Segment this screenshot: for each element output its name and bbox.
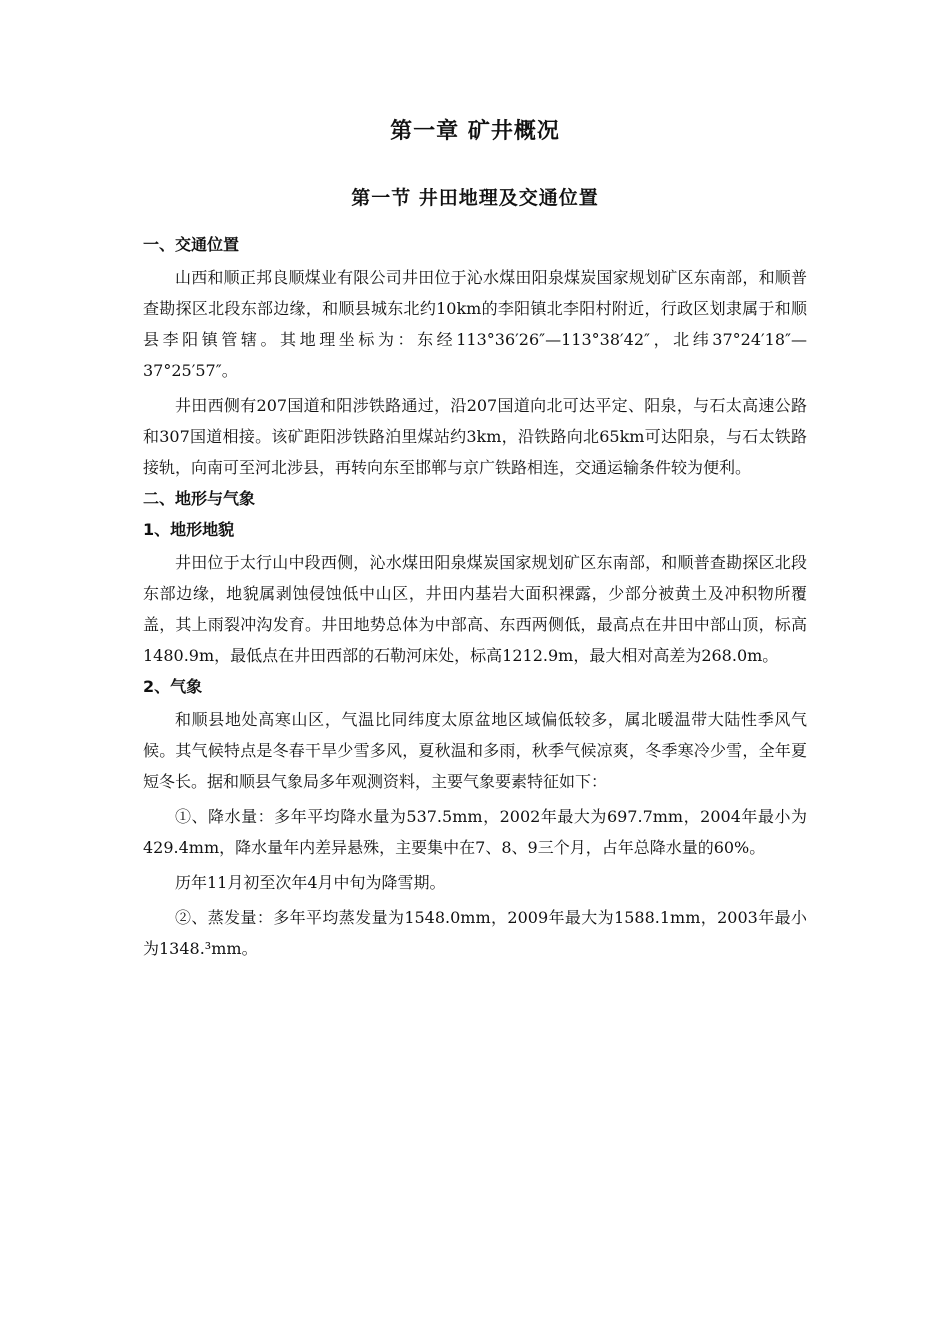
paragraph-precipitation: ①、降水量：多年平均降水量为537.5mm，2002年最大为697.7mm，2004年最小为429.4mm，降水量年内差异悬殊，主要集中在7、8、9三个月，占年总降水量的60%。 (143, 807, 807, 857)
heading-terrain-climate: 二、地形与气象 (143, 489, 256, 508)
paragraph-climate: 和顺县地处高寒山区，气温比同纬度太原盆地区域偏低较多，属北暖温带大陆性季风气候。其气候特点是冬春干旱少雪多风，夏秋温和多雨，秋季气候凉爽，冬季寒冷少雪，全年夏短冬长。据和顺县气象局多年观测资料，主要气象要素特征如下： (143, 710, 807, 791)
paragraph-terrain: 井田位于太行山中段西侧，沁水煤田阳泉煤炭国家规划矿区东南部，和顺普查勘探区北段东部边缘，地貌属剥蚀侵蚀低中山区，井田内基岩大面积裸露，少部分被黄土及冲积物所覆盖，其上雨裂冲沟发育。井田地势总体为中部高、东西两侧低，最高点在井田中部山顶，标高1480.9m，最低点在井田西部的石勒河床处，标高1212.9m，最大相对高差为268.0m。 (143, 553, 807, 665)
heading-terrain: 1、地形地貌 (143, 520, 235, 539)
heading-climate: 2、气象 (143, 677, 203, 696)
document-body (143, 231, 807, 968)
paragraph-traffic-2: 井田西侧有207国道和阳涉铁路通过，沿207国道向北可达平定、阳泉，与石太高速公路和307国道相接。该矿距阳涉铁路泊里煤站约3km，沿铁路向北65km可达阳泉，与石太铁路接轨，向南可至河北涉县，再转向东至邯郸与京广铁路相连，交通运输条件较为便利。 (143, 396, 807, 477)
paragraph-evaporation: ②、蒸发量：多年平均蒸发量为1548.0mm，2009年最大为1588.1mm，2003年最小为1348.³mm。 (143, 908, 807, 958)
heading-traffic-location: 一、交通位置 (143, 235, 240, 254)
chapter-title: 第一章 矿井概况 (390, 119, 560, 144)
paragraph-snow-period: 历年11月初至次年4月中旬为降雪期。 (175, 873, 446, 892)
section-title: 第一节 井田地理及交通位置 (351, 187, 599, 209)
paragraph-traffic-1: 山西和顺正邦良顺煤业有限公司井田位于沁水煤田阳泉煤炭国家规划矿区东南部，和顺普查勘探区北段东部边缘，和顺县城东北约10km的李阳镇北李阳村附近，行政区划隶属于和顺县李阳镇管辖。其地理坐标为：东经113°36′26″—113°38′42″，北纬37°24′18″—37°25′57″。 (143, 268, 807, 380)
